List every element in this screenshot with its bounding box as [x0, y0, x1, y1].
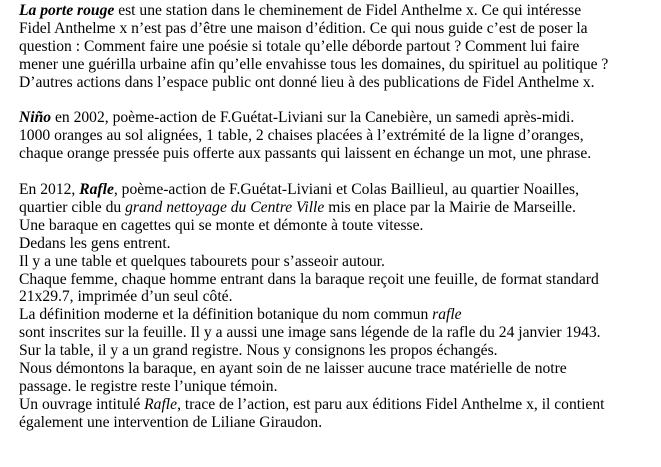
text-line: passage. le registre reste l’unique témoin. [19, 378, 278, 395]
text-line: chaque orange pressée puis offerte aux passants qui laissent en échange un mot, une phrase. [19, 145, 592, 163]
text-line: Une baraque en cagettes qui se monte et démonte à toute vitesse. [19, 216, 424, 234]
text-line: question : Comment faire une poésie si totale qu’elle déborde partout ? Comment lui faire [19, 37, 580, 55]
emphasis-rafle-title: Rafle, [144, 395, 181, 413]
text-line: 1000 oranges au sol alignées, 1 table, 2 chaises placées à l’extrémité de la ligne d’oranges, [19, 127, 584, 145]
text-line: Niño en 2002, poème-action de F.Guétat-Liviani sur la Canebière, un samedi après-midi. [19, 109, 575, 127]
work-title-nino: Niño [19, 109, 52, 127]
emphasis-grand-nettoyage: grand nettoyage du Centre Ville [125, 198, 325, 216]
work-title-porte-rouge: La porte rouge [19, 2, 115, 19]
work-title-rafle: Rafle [79, 181, 114, 199]
text-line: Fidel Anthelme x n’est pas d’être une maison d’édition. Ce qui nous guide c’est de poser la [19, 19, 588, 37]
emphasis-rafle: rafle [432, 306, 462, 324]
text-line: sont inscrites sur la feuille. Il y a aussi une image sans légende de la rafle du 24 janvier 1943. [19, 324, 601, 342]
document-body [19, 2, 654, 450]
text-line: également une intervention de Liliane Giraudon. [19, 413, 323, 431]
text-line: La définition moderne et la définition botanique du nom commun rafle [19, 306, 462, 324]
text-line: La porte rouge est une station dans le cheminement de Fidel Anthelme x. Ce qui intéresse [19, 2, 582, 19]
text-line: mener une guérilla urbaine afin qu’elle envahisse tous les domaines, du spirituel au politique ? [19, 55, 609, 73]
text-line: Dedans les gens entrent. [19, 234, 171, 252]
text-line: En 2012, Rafle, poème-action de F.Guétat-Liviani et Colas Baillieul, au quartier Noailles, [19, 181, 579, 199]
text-line: quartier cible du grand nettoyage du Centre Ville mis en place par la Mairie de Marseille. [19, 198, 576, 216]
paragraph-nino [19, 109, 654, 163]
text-line: Un ouvrage intitulé Rafle, trace de l’action, est paru aux éditions Fidel Anthelme x, il contient [19, 395, 605, 413]
text-line: 21x29.7, imprimée d’un seul côté. [19, 288, 233, 306]
text-line: Il y a une table et quelques tabourets pour s’asseoir autour. [19, 252, 385, 270]
paragraph-rafle [19, 181, 654, 432]
text-line: D’autres actions dans l’espace public ont donné lieu à des publications de Fidel Anthelme x. [19, 73, 595, 91]
text-line: Nous démontons la baraque, en ayant soin de ne laisser aucune trace matérielle de notre [19, 360, 567, 378]
paragraph-porte-rouge [19, 2, 654, 92]
text-line: Chaque femme, chaque homme entrant dans la baraque reçoit une feuille, de format standard [19, 270, 599, 288]
text-line: Sur la table, il y a un grand registre. Nous y consignons les propos échangés. [19, 342, 498, 360]
